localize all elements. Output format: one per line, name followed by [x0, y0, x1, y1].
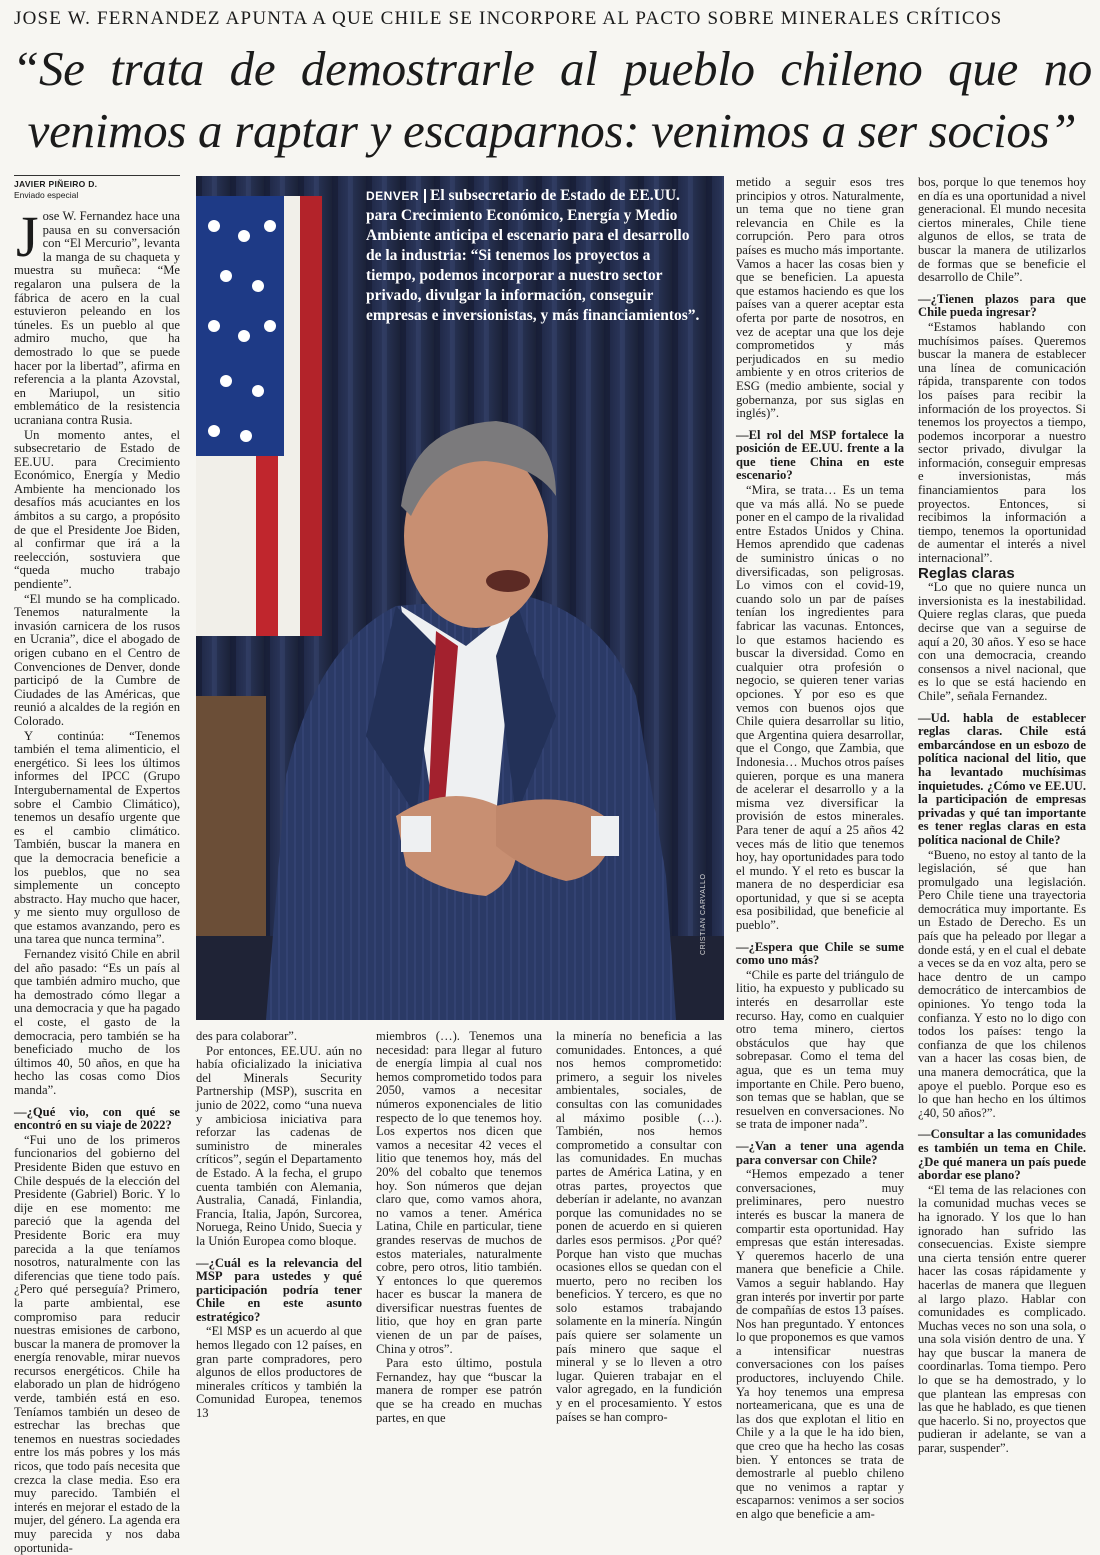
article-paragraph: Y continúa: “Tenemos también el tema alimenticio, el energético. Si lees los últimos informes del IPCC (Grupo Intergubernamental de Expertos sobre el Cambio Climático), tenemos un desafío urgente que es el cambio climático. También, buscar la manera en que la democracia beneficie a los pueblos, que no sea simplemente un concepto abstracto. Hay mucho que hacer, y me siento muy orgulloso de que estamos avanzando, pero es una tarea que nunca termina”.: [14, 728, 180, 947]
dateline-place: DENVER: [366, 189, 426, 203]
section-subhead: Reglas claras: [918, 564, 1015, 582]
byline-role: Enviado especial: [14, 190, 79, 200]
article-paragraph: miembros (…). Tenemos una necesidad: para llegar al futuro de energía limpia al cual nos hemos comprometido todos para 2050, vamos a necesitar números exponenciales de litio respecto de lo que tenemos hoy. Los expertos nos dicen que vamos a necesitar 42 veces el litio que tenemos hoy, más del 20% del cobalto que tenemos hoy. Son números que dejan claro que, como vamos ahora, no vamos a tener. América Latina, Chile en particular, tiene grandes reservas de muchos de estos materiales, naturalmente cobre, pero otros, litio también. Y entonces lo que queremos hacer es buscar la manera de diversificar nuestras fuentes de litio, que hoy en gran parte vienen de un par de países, China y otros”.: [376, 1029, 542, 1356]
interview-question: —¿Van a tener una agenda para conversar con Chile?: [736, 1138, 904, 1167]
article-paragraph: Para esto último, postula Fernandez, hay que “buscar la manera de romper ese patrón que se ha creado en muchas partes, en que: [376, 1356, 542, 1425]
interview-question: —Consultar a las comunidades es también un tema en Chile. ¿De qué manera un país puede abordar ese plano?: [918, 1127, 1086, 1183]
interview-question: —¿Tienen plazos para que Chile pueda ingresar?: [918, 291, 1086, 320]
article-paragraph: “Estamos hablando con muchísimos países. Queremos buscar la manera de establecer una línea de comunicación rápida, transparente con todos los países para recibir la información de los proyectos. Si tenemos los proyectos a tiempo, podemos incorporar a nuestro sector privado, divulgar la información, conseguir empresas e inversionistas, más financiamientos para los proyectos. Entonces, si recibimos la información a tiempo, tenemos la oportunidad de aumentar el interés a nivel internacional”.: [918, 319, 1086, 566]
article-paragraph: “Mira, se trata… Es un tema que va más allá. No se puede poner en el campo de la rivalidad entre Estados Unidos y China. Hemos aprendido que cadenas de suministro únicas o no diversificadas, son peligrosas. Lo vimos con el covid-19, cuando solo un par de países tenían los ingredientes para fabricar las vacunas. Entonces, lo que estamos haciendo es buscar la diversidad. Como en cualquier otra profesión o negocio, se quieren tener varias opciones. Y por eso es que vemos con buenos ojos que Chile quiera desarrollar su litio, que Argentina quiera desarrollar, que el Congo, que Zambia, que Indonesia… Muchos otros países quieren, porque es una manera de acelerar el desarrollo y a la misma vez diversificar la provisión de estos minerales. Para tener de aquí a 25 años 42 veces más de litio que tenemos hoy, hay oportunidades para todo el mundo. Y el reto es buscar la manera de no desperdiciar esa oportunidad, y que si se acepta esa posibilidad, que beneficie al pueblo”.: [736, 483, 904, 933]
article-paragraph: “El MSP es un acuerdo al que hemos llegado con 12 países, en gran parte compradores, pero algunos de ellos productores de minerales críticos y también la Comunidad Europea, tenemos 13: [196, 1324, 362, 1421]
article-column-3: [376, 1029, 542, 1425]
article-paragraph: “El mundo se ha complicado. Tenemos naturalmente la invasión carnicera de los rusos en Ucrania”, dice el abogado de origen cubano en el Centro de Convenciones de Denver, donde participó de la Cumbre de Ciudades de las Américas, que reunió a alcaldes de la región en Colorado.: [14, 591, 180, 728]
article-paragraph: Jose W. Fernandez hace una pausa en su conversación con “El Mercurio”, levanta la manga de su chaqueta y muestra su muñeca: “Me regalaron una pulsera de la fábrica de acero en la cual estuvieron peleando en los túneles. Es un pueblo al que admiro mucho, que ha demostrado lo que se puede hacer por la libertad”, afirma en referencia a la planta Azovstal, en Mariupol, un sitio emblemático de la resistencia ucraniana contra Rusia.: [14, 204, 180, 427]
lede-text: El subsecretario de Estado de EE.UU. para Crecimiento Económico, Energía y Medio Ambiente anticipa el escenario para el desarrollo de la industria: “Si tenemos los proyectos a tiempo, podemos incorporar a nuestro sector privado, divulgar la información, conseguir empresas e inversionistas, y más financiamientos”.: [366, 187, 700, 324]
article-paragraph: “Chile es parte del triángulo de litio, ha expuesto y publicado su interés en desarrollar este recurso. Hay, como en cualquier otro tema minero, ciertos obstáculos que hay que sobrepasar. Como el tema del agua, que es un tema muy importante en Chile. Pero bueno, son temas que se hablan, que se resuelven en conversaciones. No se trata de imponer nada”.: [736, 967, 904, 1132]
article-paragraph: bos, porque lo que tenemos hoy en día es una oportunidad a nivel generacional. El mundo necesita ciertos minerales, Chile tiene algunos de ellos, se trata de buscar la manera de utilizarlos de formas que se beneficie el desarrollo de Chile”.: [918, 175, 1086, 285]
article-paragraph: Por entonces, EE.UU. aún no había oficializado la iniciativa del Minerals Security Partnership (MSP), suscrita en junio de 2022, como “una nueva y ambiciosa iniciativa para reforzar las cadenas de suministro de minerales críticos”, según el Departamento de Estado. A la fecha, el grupo cuenta también con Alemania, Australia, Canadá, Finlandia, Francia, Italia, Japón, Surcorea, Noruega, Reino Unido, Suecia y la Unión Europea como bloque.: [196, 1043, 362, 1248]
kicker: JOSE W. FERNANDEZ APUNTA A QUE CHILE SE INCORPORE AL PACTO SOBRE MINERALES CRÍTICOS: [14, 8, 1003, 29]
byline: [14, 179, 97, 201]
drop-cap: J: [16, 204, 39, 269]
interview-question: —El rol del MSP fortalece la posición de EE.UU. frente a la que tiene China en este escenario?: [736, 427, 904, 483]
article-column-5: [736, 175, 904, 1521]
byline-author: JAVIER PIÑEIRO D.: [14, 179, 98, 189]
article-paragraph: “Hemos empezado a tener conversaciones, muy preliminares, pero nuestro interés es buscar la manera de compartir esta oportunidad. Hay empresas que están interesadas. Y queremos hacerlo de una manera que beneficie a Chile. Vamos a seguir hablando. Hay gran interés por invertir por parte de compañías de estos 13 países. Nos han preguntado. Y entonces lo que proponemos es que vamos a intensificar nuestras conversaciones con los países productores, incluyendo Chile. Ya hoy tenemos una empresa norteamericana, que es una de las dos que explotan el litio en Chile y a la que le ha ido bien, que creo que ha hecho las cosas bien. Y entonces se trata de demostrarle al pueblo chileno que no venimos a raptar y escaparnos: venimos a ser socios en algo que beneficie a am-: [736, 1167, 904, 1521]
interview-question: —¿Espera que Chile se sume como uno más?: [736, 939, 904, 968]
article-column-2: [196, 1029, 362, 1421]
headline: “Se trata de demostrarle al pueblo chileno que no venimos a raptar y escaparnos: venimos a ser socios”: [12, 41, 1092, 158]
article-paragraph: la minería no beneficia a las comunidades. Entonces, a qué nos hemos comprometido: primero, a seguir los niveles ambientales, sociales, de consultas con las comunidades al máximo posible (…). También, nos hemos comprometido a consultar con las comunidades. En muchas partes de América Latina, y en otras partes, proyectos que deberían ir adelante, no avanzan porque las comunidades no se ponen de acuerdo en si quieren darles esos permisos. ¿Por qué? Porque han visto que muchas ocasiones ellos se quedan con el muerto, pero no reciben los beneficios. Y tercero, es que no solo estamos trabajando solamente en la minería. Ningún país quiere ser solamente un país minero que saque el mineral y se lo lleven a otro lugar. Quieren trabajar en el valor agregado, en la fundición y en el procesamiento. Y estos países se han compro-: [556, 1029, 722, 1424]
us-flag: [196, 196, 322, 636]
photo-credit: CRISTIAN CARVALLO: [700, 873, 707, 955]
interview-question: —Ud. habla de establecer reglas claras. Chile está embarcándose en un esbozo de política nacional del litio, que ha levantado muchísimas inquietudes. ¿Cómo ve EE.UU. la participación de empresas privadas y qué tan importante es tener reglas claras en esta política nacional de Chile?: [918, 710, 1086, 847]
interview-question: —¿Qué vio, con qué se encontró en su viaje de 2022?: [14, 1104, 180, 1133]
article-column-4: [556, 1029, 722, 1424]
byline-rule: [14, 175, 180, 176]
article-paragraph: Fernandez visitó Chile en abril del año pasado: “Es un país al que también admiro mucho, que ha demostrado cómo llegar a una democracia y que ha pagado el coste, el gasto de la democracia, pero también se ha beneficiado mucho de los últimos 40, 50 años, en que ha hecho las cosas como Dios manda”.: [14, 947, 180, 1097]
lede-blurb: [366, 186, 700, 326]
article-paragraph: “Bueno, no estoy al tanto de la legislación, sé que han promulgado una legislación. Pero Chile tiene una trayectoria democrática muy importante. Es un Estado de Derecho. Es un país que ha peleado por llegar a donde está, y en el cual el debate a veces se da en voz alta, pero se hace dentro de un campo democrático de intercambios de opiniones. Yo tengo toda la confianza. Y esto no lo digo con todos los países: tengo la confianza de que los chilenos van a hacer las cosas bien, de una manera democrática, que la apoye el pueblo. Porque eso es lo que han hecho en los últimos ¿40, 50 años?”.: [918, 847, 1086, 1120]
article-paragraph: Un momento antes, el subsecretario de Estado de EE.UU. para Crecimiento Económico, Energía y Medio Ambiente ha mencionado los desafíos más acuciantes en los ámbitos a su cargo, a propósito de que el Presidente Joe Biden, al confirmar que irá a la reelección, sostuviera que “queda mucho trabajo pendiente”.: [14, 427, 180, 592]
interview-question: —¿Cuál es la relevancia del MSP para ustedes y qué participación podría tener Chile en este asunto estratégico?: [196, 1255, 362, 1324]
article-column-6: [918, 175, 1086, 1456]
article-paragraph: des para colaborar”.: [196, 1029, 298, 1043]
article-column-1: [14, 204, 180, 1555]
article-paragraph: “Fui uno de los primeros funcionarios del gobierno del Presidente Biden que estuvo en Chile después de la elección del Presidente (Gabriel) Boric. Y lo dije en ese momento: me pareció que la agenda del Presidente Boric era muy parecida a la que teníamos nosotros, naturalmente con las diferencias que tiene todo país. ¿Pero qué perseguía? Primero, la parte ambiental, ese compromiso para reducir nuestras emisiones de carbono, buscar la manera de promover la energía renovable, mirar nuevos recursos energéticos. Chile ha elaborado un plan de hidrógeno verde, también está en eso. Teníamos también un deseo de estrechar las brechas que tenemos en nuestras sociedades entre los más pobres y los más ricos, que todo país necesita que crezca la clase media. Eso era muy parecido. También el interés en mejorar el estado de la mujer, del género. La agenda era muy parecida y nos daba oportunida-: [14, 1132, 180, 1555]
article-paragraph: “Lo que no quiere nunca un inversionista es la inestabilidad. Quiere reglas claras, que pueda decirse que van a seguirse de aquí a 20, 30 años. Y eso se hace con una democracia, creando consensos a nivel nacional, que es lo que se está haciendo en Chile”, señala Fernandez.: [918, 580, 1086, 703]
article-paragraph: metido a seguir esos tres principios y otros. Naturalmente, un tema que no tiene gran relevancia en Chile es la corrupción. Pero para otros países es mucho más importante. Vamos a hacer las cosas bien y que se beneficien. La apuesta que estamos haciendo es que los países van a querer aceptar esta oferta por parte de nosotros, en vez de aceptar una que los deje comprometidos y más perjudicados en su medio ambiente y en otros criterios de ESG (medio ambiente, social y gobernanza, por sus siglas en inglés)”.: [736, 175, 904, 421]
article-paragraph: “El tema de las relaciones con la comunidad muchas veces se ha ignorado. Y los que lo han ignorado han sufrido las consecuencias. Existe siempre una cierta tensión entre querer hacer las cosas rápidamente y hacerlas de manera que lleguen al largo plazo. Hablar con comunidades es complicado. Muchas veces no son una sola, o una sola visión dentro de una. Y hay que buscar la manera de coordinarlas. Toma tiempo. Pero lo que se ha demostrado, y lo que plantean las empresas con las que he hablado, es que tienen que hacerlo. Si no, proyectos que pudieran ir adelante, se van a parar, suspender”.: [918, 1182, 1086, 1456]
